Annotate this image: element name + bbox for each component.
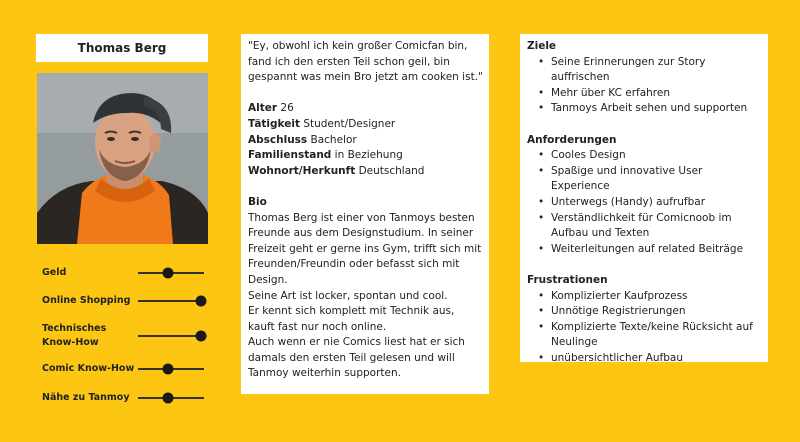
slider-knob[interactable] xyxy=(162,268,173,279)
persona-quote: "Ey, obwohl ich kein großer Comicfan bin, fand ich den ersten Teil schon geil, bin gespannt was mein Bro jetzt am cooken ist." xyxy=(248,40,483,84)
portrait-illustration xyxy=(37,73,208,244)
bio-paragraph: Seine Art ist locker, spontan und cool. xyxy=(248,289,448,302)
list-item: • Tanmoys Arbeit sehen und supporten xyxy=(527,101,762,117)
fact-label: Abschluss xyxy=(248,133,308,146)
slider-label: Online Shopping xyxy=(42,295,131,306)
slider-technisches-know-how xyxy=(42,322,212,350)
slider-knob[interactable] xyxy=(195,296,206,307)
slider-track xyxy=(138,272,204,274)
fact-label: Familienstand xyxy=(248,149,332,162)
slider-geld xyxy=(42,266,212,280)
slider-label: Comic Know-How xyxy=(42,363,135,374)
list-item: • Komplizierter Kaufprozess xyxy=(527,289,762,305)
persona-name-card xyxy=(36,34,208,62)
fact-label: Alter xyxy=(248,102,278,115)
fact-value: Bachelor xyxy=(310,133,357,146)
slider-comic-know-how xyxy=(42,362,212,376)
slider-track xyxy=(138,300,204,302)
slider-naehe-zu-tanmoy xyxy=(42,391,212,405)
fact-row xyxy=(248,164,483,180)
fact-row xyxy=(248,117,483,133)
slider-label: Technisches Know-How xyxy=(42,323,107,348)
list-item: • Spaßige und innovative User Experience xyxy=(527,164,762,195)
slider-track xyxy=(138,397,204,399)
list-item: • Mehr über KC erfahren xyxy=(527,86,762,102)
section-ziele xyxy=(527,39,762,117)
slider-knob[interactable] xyxy=(162,393,173,404)
section-anforderungen xyxy=(527,133,762,258)
slider-label: Geld xyxy=(42,267,67,278)
fact-value: in Beziehung xyxy=(334,149,403,162)
slider-knob[interactable] xyxy=(162,364,173,375)
list-item: • Cooles Design xyxy=(527,148,762,164)
list-item: • Unnötige Registrierungen xyxy=(527,304,762,320)
slider-label: Nähe zu Tanmoy xyxy=(42,392,130,403)
list-item: • Komplizierte Texte/keine Rücksicht auf Neulinge xyxy=(527,320,762,351)
goals-card xyxy=(520,34,768,362)
persona-name: Thomas Berg xyxy=(77,41,167,55)
section-list xyxy=(527,55,762,117)
fact-value: Student/Designer xyxy=(303,117,396,130)
slider-track xyxy=(138,368,204,370)
list-item: • Weiterleitungen auf related Beiträge xyxy=(527,242,762,258)
slider-track xyxy=(138,335,204,337)
slider-knob[interactable] xyxy=(195,331,206,342)
fact-label: Wohnort/Herkunft xyxy=(248,164,356,177)
list-item: • unübersichtlicher Aufbau xyxy=(527,351,762,367)
fact-value: Deutschland xyxy=(358,164,425,177)
section-list xyxy=(527,289,762,367)
bio-heading: Bio xyxy=(248,195,267,208)
fact-row xyxy=(248,101,483,117)
bio-paragraph: Er kennt sich komplett mit Technik aus, kauft fast nur noch online. xyxy=(248,305,455,333)
fact-value: 26 xyxy=(280,102,294,115)
profile-card xyxy=(241,34,489,394)
fact-row xyxy=(248,133,483,149)
slider-online-shopping xyxy=(42,294,212,308)
section-title: Anforderungen xyxy=(527,133,617,146)
bio-text xyxy=(248,211,483,383)
section-title: Ziele xyxy=(527,40,557,52)
list-item: • Verständlichkeit für Comicnoob im Aufbau und Texten xyxy=(527,211,762,242)
bio-paragraph: Thomas Berg ist einer von Tanmoys besten Freunde aus dem Designstudium. In seiner Freizeit geht er gerne ins Gym, trifft sich mit Freunden/Freundin oder befasst sich mit Design. xyxy=(248,211,482,286)
persona-photo xyxy=(37,73,208,244)
fact-label: Tätigkeit xyxy=(248,117,300,130)
section-list xyxy=(527,148,762,257)
list-item: • Unterwegs (Handy) aufrufbar xyxy=(527,195,762,211)
section-frustrationen xyxy=(527,273,762,367)
fact-row xyxy=(248,148,483,164)
bio-paragraph: Auch wenn er nie Comics liest hat er sich damals den ersten Teil gelesen und will Tanmoy weiterhin supporten. xyxy=(248,336,465,380)
list-item: • Seine Erinnerungen zur Story auffrischen xyxy=(527,55,762,86)
section-title: Frustrationen xyxy=(527,273,608,286)
facts-list xyxy=(248,101,483,179)
